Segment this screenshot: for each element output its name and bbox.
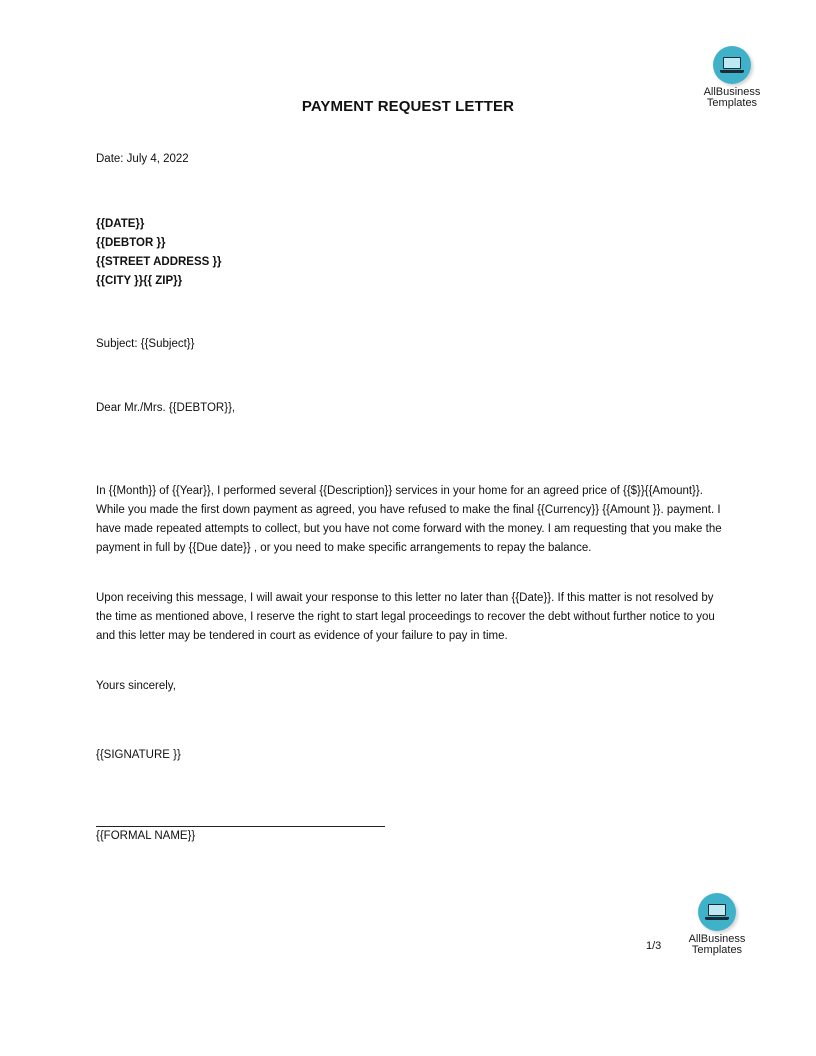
logo-text	[689, 934, 746, 956]
logo-line-1: AllBusiness	[703, 86, 761, 98]
date-line: Date: July 4, 2022	[96, 153, 189, 165]
laptop-icon	[713, 46, 751, 84]
subject-line: Subject: {{Subject}}	[96, 338, 195, 350]
page-title: PAYMENT REQUEST LETTER	[301, 98, 515, 115]
closing: Yours sincerely,	[96, 680, 176, 692]
allbusiness-logo-bottom	[672, 893, 762, 956]
signature-placeholder: {{SIGNATURE }}	[96, 749, 181, 761]
recipient-address	[96, 215, 221, 291]
logo-line-2: Templates	[706, 97, 758, 109]
body-paragraph-2: Upon receiving this message, I will await your response to this letter no later than {{Date}}. If this matter is not resolved by the time as mentioned above, I reserve the right to start legal proceedings to recover the debt without further notice to you and this letter may be tendered in court as evidence of your failure to pay in time.	[96, 592, 715, 642]
formal-name: {{FORMAL NAME}}	[96, 830, 196, 842]
address-line-date: {{DATE}}	[96, 218, 145, 230]
address-line-debtor: {{DEBTOR }}	[96, 237, 166, 249]
logo-line-1: AllBusiness	[688, 933, 746, 945]
salutation: Dear Mr./Mrs. {{DEBTOR}},	[96, 402, 236, 414]
address-line-city-zip: {{CITY }}{{ ZIP}}	[96, 275, 183, 287]
body-paragraph-1: In {{Month}} of {{Year}}, I performed several {{Description}} services in your home for an agreed price of {{$}}{{Amount}}. While you made the first down payment as agreed, you have refused to make the final {{Currency}} {{Amount }}. payment. I have made repeated attempts to collect, but you have not come forward with the money. I am requesting that you make the payment in full by {{Due date}} , or you need to make specific arrangements to repay the balance.	[96, 485, 722, 554]
page-number: 1/3	[646, 940, 662, 952]
logo-line-2: Templates	[691, 944, 743, 956]
address-line-street: {{STREET ADDRESS }}	[96, 256, 222, 268]
laptop-icon	[698, 893, 736, 931]
